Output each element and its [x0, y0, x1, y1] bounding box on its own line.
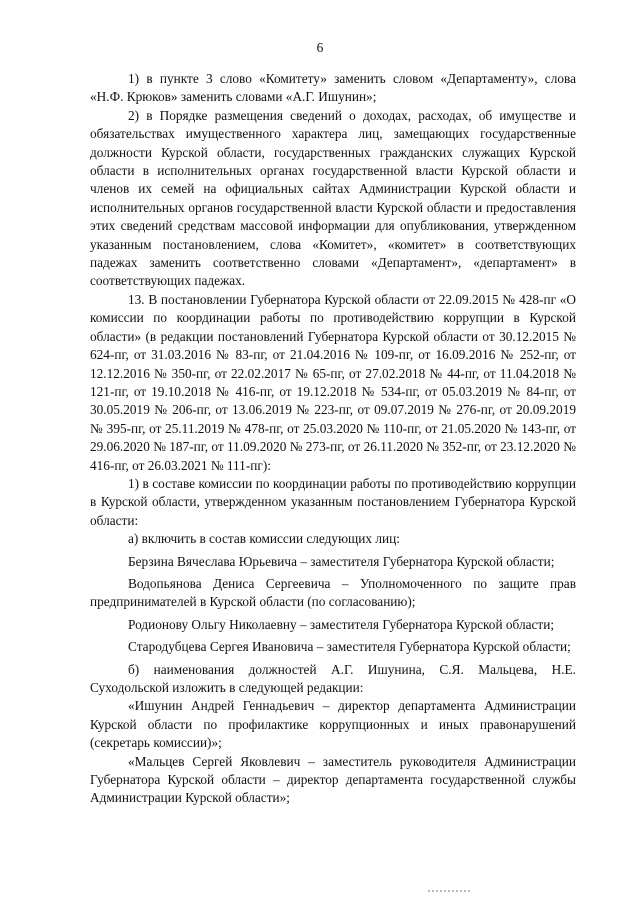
document-body: [90, 70, 576, 808]
member-rodionova: Родионову Ольгу Николаевну – заместителя Губернатора Курской области;: [128, 616, 555, 632]
paragraph-13-1: 1) в составе комиссии по координации работы по противодействию коррупции в Курской области, утвержденном указанным постановлением Губернатора Курской области:: [90, 475, 576, 528]
paragraph-13: 13. В постановлении Губернатора Курской области от 22.09.2015 № 428-пг «О комиссии по координации работы по противодействию коррупции в Курской области» (в редакции постановлений Губернатора Курской области от 30.12.2015 № 624-пг, от 31.03.2016 № 83-пг, от 21.04.2016 № 109-пг, от 16.09.2016 № 252-пг, от 12.12.2016 № 350-пг, от 22.02.2017 № 65-пг, от 27.02.2018 № 44-пг, от 11.04.2018 № 121-пг, от 19.10.2018 № 416-пг, от 19.12.2018 № 534-пг, от 05.03.2019 № 84-пг, от 30.05.2019 № 206-пг, от 13.06.2019 № 223-пг, от 09.07.2019 № 276-пг, от 20.09.2019 № 395-пг, от 25.11.2019 № 478-пг, от 25.03.2020 № 110-пг, от 21.05.2020 № 143-пг, от 29.06.2020 № 187-пг, от 11.09.2020 № 273-пг, от 26.11.2020 № 352-пг, от 23.12.2020 № 416-пг, от 26.03.2021 № 111-пг):: [90, 291, 576, 473]
paragraph-13-1-b: б) наименования должностей А.Г. Ишунина, С.Я. Мальцева, Н.Е. Суходольской изложить в следующей редакции:: [90, 661, 576, 695]
scan-artifact: [428, 890, 470, 900]
member-vodopyanov: Водопьянова Дениса Сергеевича – Уполномоченного по защите прав предпринимателей в Курской области (по согласованию);: [90, 575, 576, 610]
member-starodubtsev: Стародубцева Сергея Ивановича – заместителя Губернатора Курской области;: [128, 639, 571, 655]
member-berzin: Берзина Вячеслава Юрьевича – заместителя Губернатора Курской области;: [128, 553, 555, 569]
page-number: 6: [316, 40, 324, 55]
member-ishunin: «Ишунин Андрей Геннадьевич – директор департамента Администрации Курской области по профилактике коррупционных и иных правонарушений (секретарь комиссии)»;: [90, 698, 576, 751]
paragraph-2: 2) в Порядке размещения сведений о доходах, расходах, об имуществе и обязательствах имущественного характера лиц, замещающих государственные должности Курской области, государственных гражданских служащих Курской области в исполнительных органах государственной власти Курской области и членов их семей на официальных сайтах Администрации Курской области и исполнительных органов государственной власти Курской области и предоставления этих сведений средствам массовой информации для опубликования, утвержденном указанным постановлением, слова «Комитет», «комитет» в соответствующих падежах заменить соответственно словами «Департамент», «департамент» в соответствующих падежах.: [90, 107, 576, 289]
paragraph-13-1-a: а) включить в состав комиссии следующих лиц:: [128, 531, 400, 547]
member-maltsev: «Мальцев Сергей Яковлевич – заместитель руководителя Администрации Губернатора Курской области – директор департамента государственной службы Администрации Курской области»;: [90, 753, 576, 806]
paragraph-1: 1) в пункте 3 слово «Комитету» заменить словом «Департаменту», слова «Н.Ф. Крюков» заменить словами «А.Г. Ишунин»;: [90, 71, 576, 105]
